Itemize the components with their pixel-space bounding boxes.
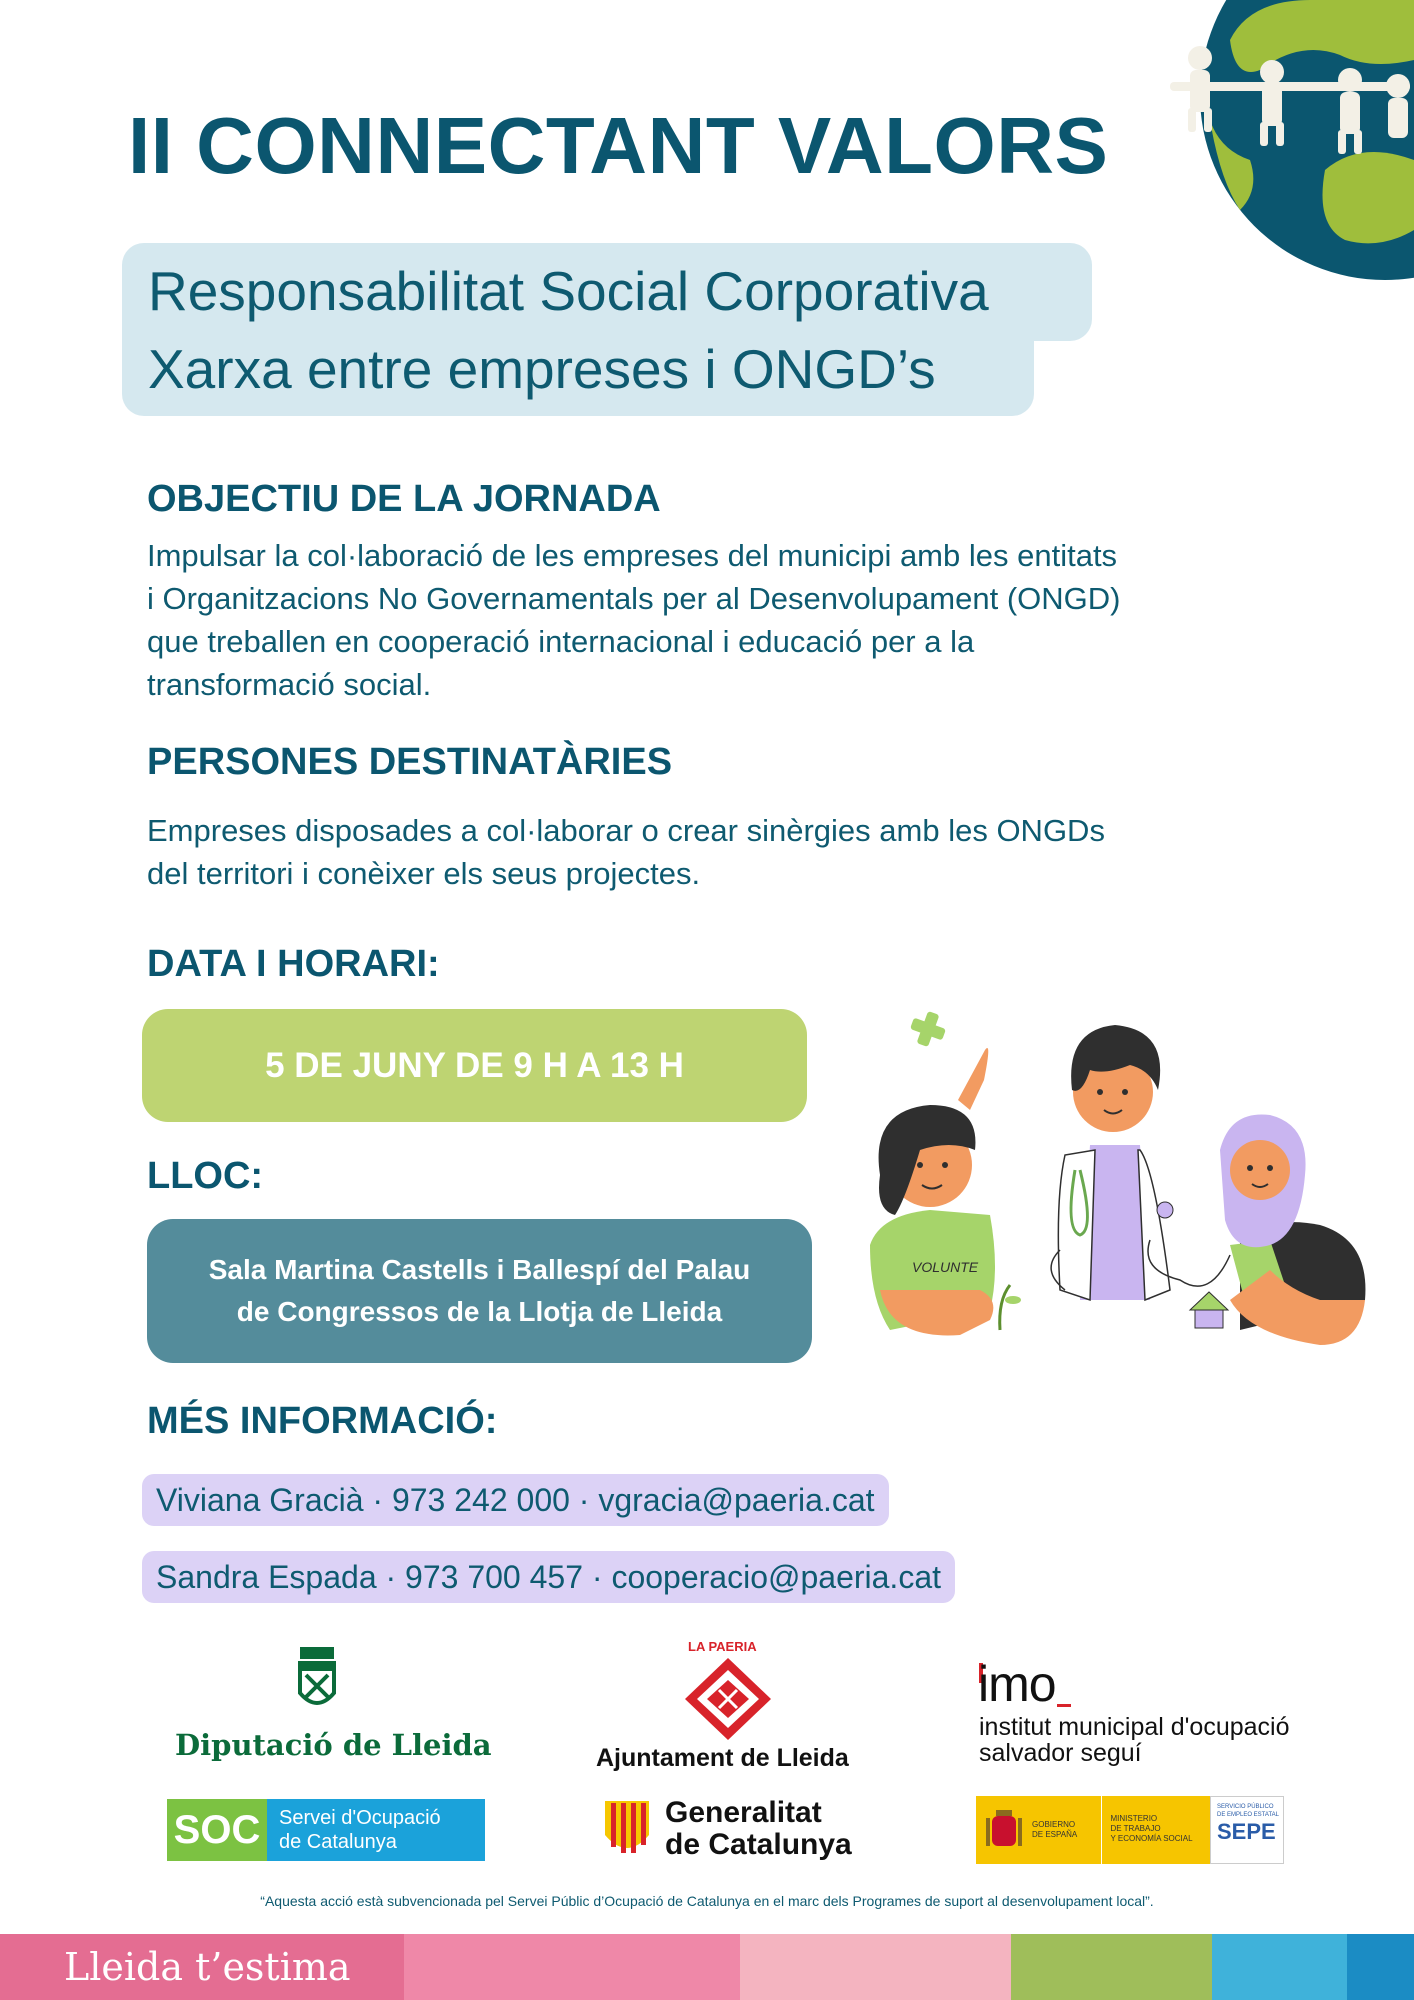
soc-logo-text — [267, 1799, 485, 1861]
objective-line: que treballen en cooperació internacional i educació per a la — [147, 624, 975, 659]
contact-sandra[interactable]: Sandra Espada · 973 700 457 · cooperacio@paeria.cat — [142, 1551, 955, 1603]
info-heading: MÉS INFORMACIÓ: — [147, 1400, 498, 1442]
schedule-heading: DATA I HORARI: — [147, 943, 440, 985]
shirt-text: VOLUNTE — [912, 1259, 979, 1275]
objective-line: Impulsar la col·laboració de les empreses del municipi amb les entitats — [147, 538, 1118, 573]
gobierno-block — [976, 1796, 1101, 1864]
footer-brand: Lleida t’estima — [0, 1934, 404, 2000]
subtitle-line-2: Xarxa entre empreses i ONGD’s — [122, 336, 1034, 416]
paeria-top-text: LA PAERIA — [688, 1639, 757, 1654]
place-line-2: de Congressos de la Llotja de Lleida — [236, 1296, 723, 1327]
audience-text — [147, 809, 1105, 895]
soc-line-2: de Catalunya — [279, 1831, 397, 1853]
contact-viviana[interactable]: Viviana Gracià · 973 242 000 · vgracia@paeria.cat — [142, 1474, 889, 1526]
subtitle-box — [122, 243, 1092, 418]
footer-stripe — [1011, 1934, 1212, 2000]
footer-stripe — [1212, 1934, 1347, 2000]
footer-stripe — [740, 1934, 1011, 2000]
imo-logo-mark: imo — [978, 1656, 1056, 1712]
generalitat-logo-text — [665, 1797, 852, 1861]
volunteers-illustration — [850, 1000, 1370, 1360]
plus-icon — [910, 1011, 946, 1047]
footer-bar — [0, 1934, 1414, 2000]
ajuntament-logo-text: Ajuntament de Lleida — [596, 1744, 849, 1772]
audience-line: Empreses disposades a col·laborar o crear sinèrgies amb les ONGDs — [147, 813, 1105, 848]
schedule-badge: 5 DE JUNY DE 9 H A 13 H — [142, 1009, 807, 1122]
spain-shield-icon — [984, 1808, 1024, 1852]
ministerio-line-1: MINISTERIO — [1110, 1814, 1158, 1823]
paeria-diamond-icon — [683, 1656, 773, 1742]
sepe-block — [1210, 1796, 1284, 1864]
objective-line: i Organitzacions No Governamentals per al Desenvolupament (ONGD) — [147, 581, 1121, 616]
ministerio-line-3: Y ECONOMÍA SOCIAL — [1110, 1834, 1193, 1843]
gobierno-text — [1032, 1820, 1077, 1840]
subtitle-line-1: Responsabilitat Social Corporativa — [122, 243, 1092, 341]
imo-logo-text — [979, 1714, 1290, 1766]
page-title: II CONNECTANT VALORS — [128, 101, 1109, 190]
imo-line-2: salvador seguí — [979, 1739, 1142, 1767]
gobierno-line-2: DE ESPAÑA — [1032, 1830, 1078, 1839]
ministerio-text — [1102, 1796, 1210, 1864]
generalitat-line-2: de Catalunya — [665, 1828, 852, 1861]
footer-stripe — [404, 1934, 740, 2000]
disclaimer: “Aquesta acció està subvencionada pel Servei Públic d’Ocupació de Catalunya en el marc dels Programes de suport al desenvolupament local”. — [260, 1893, 1154, 1909]
place-badge — [147, 1219, 812, 1363]
sepe-mark: SEPE — [1216, 1819, 1276, 1844]
sepe-logo — [976, 1796, 1284, 1864]
place-line-1: Sala Martina Castells i Ballespí del Palau — [208, 1254, 751, 1285]
place-heading: LLOC: — [147, 1155, 264, 1197]
generalitat-flag-icon — [603, 1799, 651, 1857]
audience-line: del territori i conèixer els seus projectes. — [147, 856, 701, 891]
diputacio-logo-text: Diputació de Lleida — [175, 1728, 492, 1762]
soc-line-1: Servei d'Ocupació — [279, 1807, 441, 1829]
sepe-small-1: SERVICIO PÚBLICO — [1216, 1804, 1274, 1810]
imo-underscore — [1057, 1704, 1071, 1707]
soc-logo-mark: SOC — [167, 1799, 267, 1861]
objective-heading: OBJECTIU DE LA JORNADA — [147, 478, 661, 520]
sepe-small-2: DE EMPLEO ESTATAL — [1216, 1812, 1279, 1818]
objective-text — [147, 534, 1120, 706]
ministerio-line-2: DE TRABAJO — [1110, 1824, 1161, 1833]
globe-people-icon — [1140, 0, 1414, 285]
audience-heading: PERSONES DESTINATÀRIES — [147, 741, 673, 783]
diputacio-crest-icon — [294, 1645, 340, 1715]
gobierno-line-1: GOBIERNO — [1032, 1820, 1076, 1829]
soc-logo — [167, 1799, 485, 1861]
generalitat-line-1: Generalitat — [665, 1796, 822, 1829]
objective-line: transformació social. — [147, 667, 432, 702]
footer-stripe — [1347, 1934, 1414, 2000]
imo-line-1: institut municipal d'ocupació — [979, 1713, 1290, 1741]
